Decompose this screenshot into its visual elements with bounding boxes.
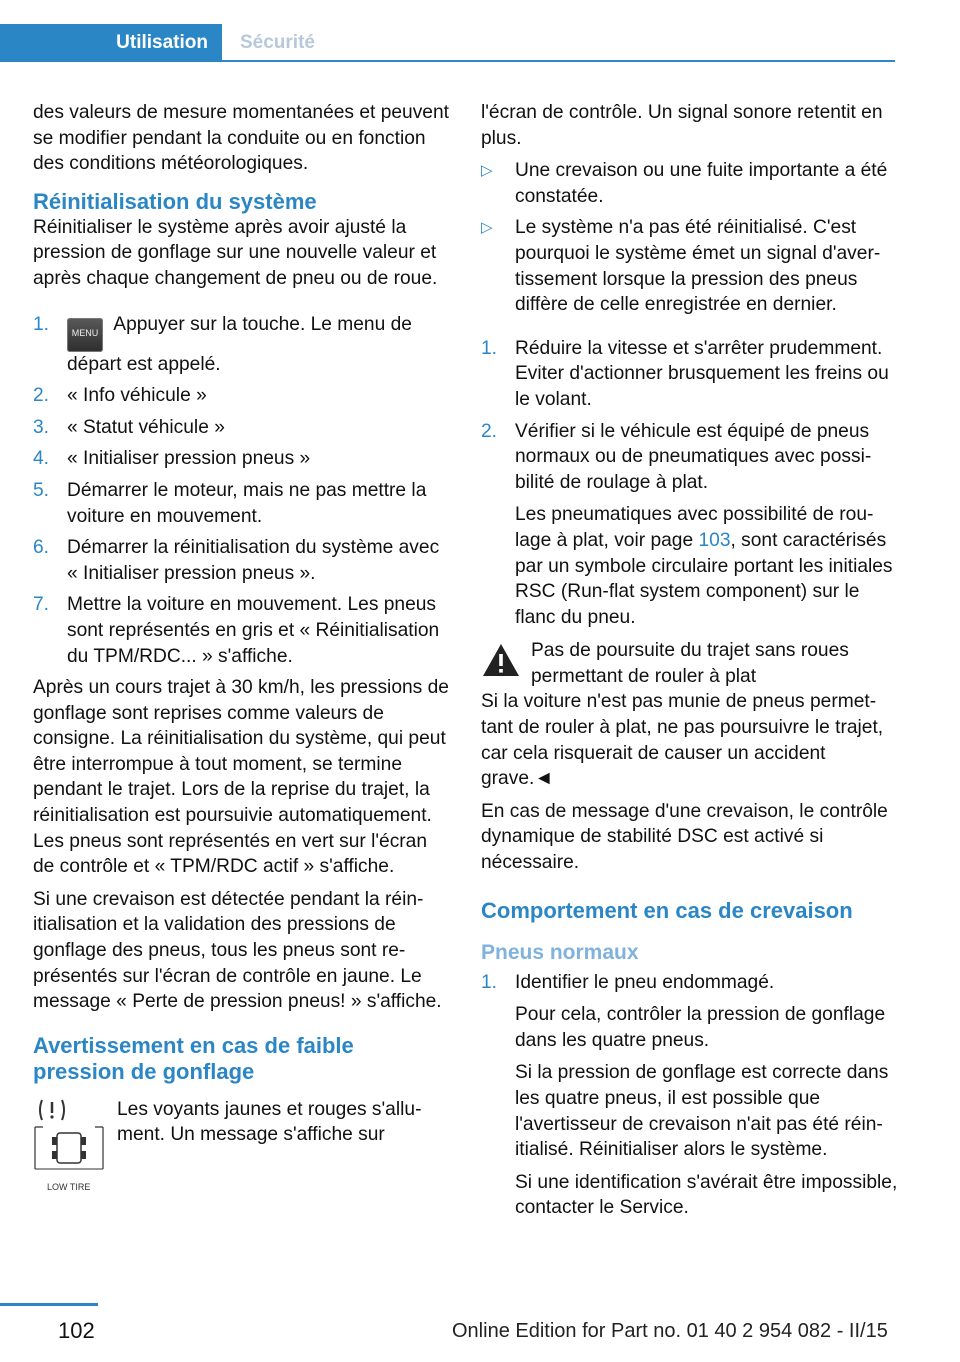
step-2: 2. « Info véhicule » bbox=[33, 385, 207, 407]
warning-triangle-icon bbox=[481, 642, 521, 678]
hazard-title: Pas de poursuite du trajet sans roues permettant de rouler à plat bbox=[531, 640, 849, 687]
right-intro: l'écran de contrôle. Un signal sonore retentit en plus. bbox=[481, 102, 883, 149]
action-steps bbox=[481, 336, 901, 631]
page-number-rule bbox=[0, 1303, 98, 1306]
step-6: 6. Démarrer la réinitialisation du système avec « Initialiser pression pneus ». bbox=[33, 537, 440, 584]
paragraph-reprise: Après un cours trajet à 30 km/h, les pressions de gonflage sont reprises comme valeurs de consigne. La réinitialisation du système, qui peut être interrompue à tout moment, se termine pendant le trajet. Lors de la reprise du trajet, la réinitialisation est poursuivie automatiquement. Les pneus sont représentés en vert sur l'écran de contrôle et « TPM/RDC actif » s'affiche. bbox=[33, 677, 449, 878]
warning-paragraph: Les voyants jaunes et rouges s'allument. Un message s'affiche sur bbox=[117, 1098, 422, 1146]
normal-sub: Si la pression de gonflage est correcte dans les quatre pneus, il est possible que l'avertisseur de crevaison n'ait pas été réinitialisé. Réinitialiser alors le système. bbox=[515, 1062, 889, 1161]
heading-normal-tires: Pneus normaux bbox=[481, 940, 639, 964]
tire-pressure-warning-icon bbox=[37, 1097, 67, 1123]
triangle-bullet-icon: ▷ bbox=[481, 162, 493, 180]
low-tire-label: LOW TIRE bbox=[47, 1181, 91, 1192]
chapter-tabbar bbox=[0, 24, 895, 62]
menu-key-icon: MENU bbox=[67, 318, 103, 352]
page-link-103[interactable]: 103 bbox=[698, 529, 731, 551]
indicator-icons bbox=[33, 1097, 105, 1192]
step-5: 5. Démarrer le moteur, mais ne pas mettre la voiture en mouvement. bbox=[33, 479, 427, 527]
reset-steps bbox=[33, 312, 451, 670]
hazard-warning bbox=[481, 638, 901, 689]
step-3: 3. « Statut véhicule » bbox=[33, 416, 225, 438]
page-number: 102 bbox=[58, 1318, 95, 1343]
normal-tire-steps bbox=[481, 970, 901, 1221]
normal-step-1: 1. Identifier le pneu endommagé. Pour cela, contrôler la pression de gonflage dans les quatre pneus. Si la pression de gonflage est correcte dans les quatre pneus, il est possible que l'avertisseur de crevaison n'ait pas été réinitialisé. Réinitialiser alors le système. Si une identification s'avérait être impossible, contacter le Service. bbox=[481, 970, 901, 1221]
low-tire-display-icon bbox=[33, 1125, 105, 1179]
step-7: 7. Mettre la voiture en mouvement. Les pneus sont représentés en gris et « Réinitialisation du TPM/RDC... » s'affiche. bbox=[33, 594, 440, 667]
paragraph-crevaison: Si une crevaison est détectée pendant la réinitialisation et la validation des pressions de gonflage des pneus, tous les pneus sont représentés sur l'écran de contrôle en jaune. Le message « Perte de pression pneus! » s'affiche. bbox=[33, 888, 442, 1013]
dsc-paragraph: En cas de message d'une crevaison, le contrôle dynamique de stabilité DSC est activé si nécessaire. bbox=[481, 800, 888, 874]
tab-securite[interactable]: Sécurité bbox=[240, 32, 315, 53]
tab-utilisation[interactable]: Utilisation bbox=[0, 24, 222, 62]
left-column bbox=[33, 100, 451, 1192]
cause-item: ▷ Le système n'a pas été réinitialisé. C'est pourquoi le système émet un signal d'avertissement lorsque la pression des pneus diffère de celle enregistrée en dernier. bbox=[481, 217, 881, 316]
cause-list bbox=[481, 158, 901, 318]
action-step-2: 2. Vérifier si le véhicule est équipé de pneus normaux ou de pneumatiques avec possibilité de roulage à plat. Les pneumatiques avec possibilité de roulage à plat, voir page 103, sont caractérisés par un symbole circulaire portant les initiales RSC (Run-flat system component) sur le flanc du pneu. bbox=[481, 419, 901, 631]
hazard-body: Si la voiture n'est pas munie de pneus permettant de rouler à plat, ne pas poursuivre le trajet, car cela risquerait de causer un accident grave.◄ bbox=[481, 691, 884, 790]
runflat-note: Les pneumatiques avec possibilité de roulage à plat, voir page 103, sont caractérisés par un symbole circulaire portant les initiales RSC (Run-flat system component) sur le flanc du pneu. bbox=[515, 504, 893, 628]
heading-puncture-behaviour: Comportement en cas de crevaison bbox=[481, 897, 853, 923]
warning-block bbox=[33, 1097, 451, 1192]
normal-sub: Si une identification s'avérait être impossible, contacter le Service. bbox=[515, 1171, 898, 1219]
triangle-bullet-icon: ▷ bbox=[481, 219, 493, 237]
step-1: 1. MENU Appuyer sur la touche. Le menu de départ est appelé. bbox=[33, 313, 412, 375]
step-4: 4. « Initialiser pression pneus » bbox=[33, 448, 311, 470]
heading-reset: Réinitialisation du système bbox=[33, 188, 317, 214]
cause-item: ▷ Une crevaison ou une fuite importante a été constatée. bbox=[481, 160, 888, 207]
edition-footer: Online Edition for Part no. 01 40 2 954 082 - II/15 bbox=[452, 1320, 888, 1342]
right-column bbox=[481, 100, 901, 1227]
action-step-1: 1. Réduire la vitesse et s'arrêter prudemment. Eviter d'actionner brusquement les freins ou le volant. bbox=[481, 337, 889, 410]
intro-paragraph: des valeurs de mesure momentanées et peuvent se modifier pendant la conduite ou en fonction des conditions météorologiques. bbox=[33, 102, 449, 175]
normal-sub: Pour cela, contrôler la pression de gonflage dans les quatre pneus. bbox=[515, 1004, 886, 1051]
reset-paragraph: Réinitialiser le système après avoir ajusté la pression de gonflage sur une nouvelle valeur et après chaque changement de pneu ou de roue. bbox=[33, 216, 438, 289]
heading-warning-low-pressure: Avertissement en cas de faible pression de gonflage bbox=[33, 1032, 354, 1084]
